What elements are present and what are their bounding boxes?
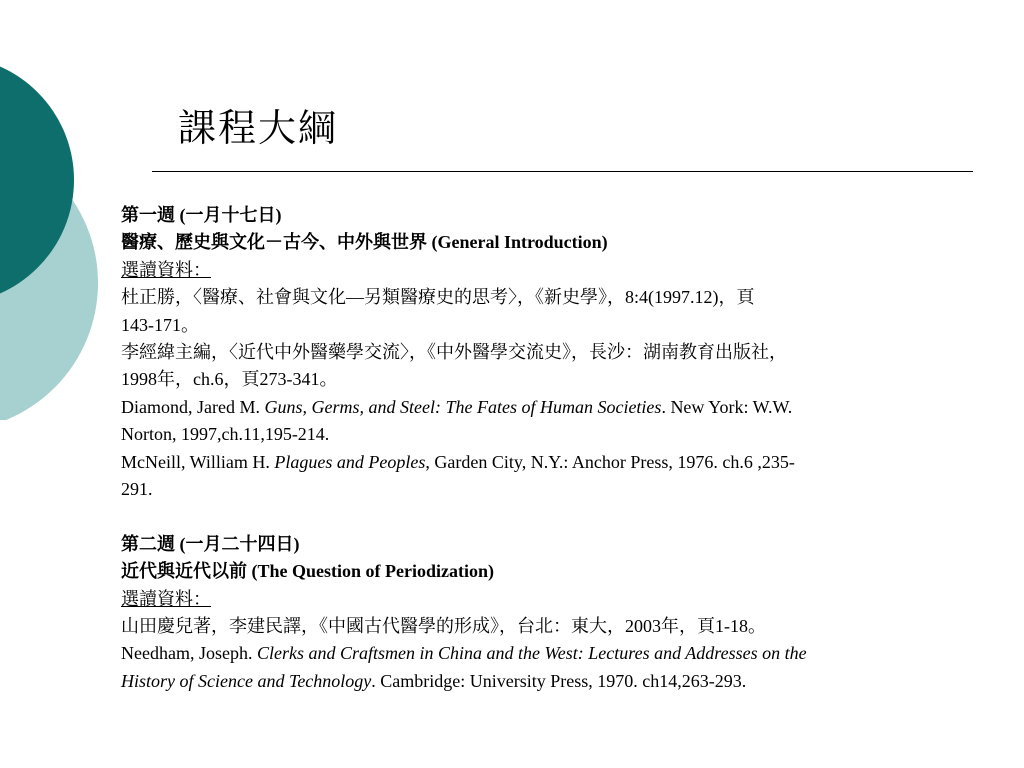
ref-line: 杜正勝，〈醫療、社會與文化—另類醫療史的思考〉，《新史學》，8:4(1997.12)，頁 — [121, 287, 755, 308]
week-2-topic-zh: 近代與近代以前 — [121, 561, 247, 582]
ref-title: Guns, Germs, and Steel: The Fates of Human Societies — [264, 396, 662, 417]
ref-line — [121, 640, 1011, 667]
title-divider — [152, 171, 973, 172]
ref-title: Clerks and Craftsmen in China and the West: Lectures and Addresses on the — [256, 643, 807, 664]
week-1-readings-label — [121, 257, 1011, 284]
ref-line: 李經緯主編，〈近代中外醫藥學交流〉，《中外醫學交流史》，長沙：湖南教育出版社， — [121, 342, 787, 363]
ref-title: History of Science and Technology — [121, 670, 372, 691]
ref-title: Plagues and Peoples — [274, 451, 426, 472]
week-2-ref-1 — [121, 613, 1011, 640]
syllabus-content — [121, 202, 1011, 695]
week-1-ref-2 — [121, 339, 1011, 394]
week-2-topic-en: (The Question of Periodization) — [251, 561, 494, 582]
week-2-heading: 第二週 (一月二十四日) — [121, 533, 300, 554]
week-1-topic-en: (General Introduction) — [431, 232, 608, 253]
ref-author: Needham, Joseph. — [121, 643, 257, 664]
week-1-section — [121, 202, 1011, 503]
readings-label: 選讀資料： — [121, 259, 211, 280]
week-2-section — [121, 531, 1011, 695]
readings-label: 選讀資料： — [121, 588, 211, 609]
ref-publication: . Cambridge: University Press, 1970. ch14,263-293. — [371, 670, 747, 691]
section-spacer — [121, 503, 1011, 530]
week-2-readings-label — [121, 586, 1011, 613]
ref-line: Norton, 1997,ch.11,195-214. — [121, 424, 330, 445]
week-1-ref-4 — [121, 449, 1011, 504]
decorative-circles — [0, 0, 140, 420]
ref-line: 1998年，ch.6，頁273-341。 — [121, 369, 338, 390]
ref-line — [121, 394, 1011, 421]
week-1-ref-3 — [121, 394, 1011, 449]
ref-author: McNeill, William H. — [121, 451, 275, 472]
week-1-topic-zh: 醫療、歷史與文化－古今、中外與世界 — [121, 232, 427, 253]
week-2-ref-2 — [121, 640, 1011, 695]
ref-line: 山田慶兒著，李建民譯，《中國古代醫學的形成》，台北：東大，2003年，頁1-18。 — [121, 616, 766, 637]
ref-author: Diamond, Jared M. — [121, 396, 265, 417]
ref-line: 143-171。 — [121, 314, 199, 335]
ref-line: 291. — [121, 479, 153, 500]
week-1-ref-1 — [121, 284, 1011, 339]
slide-title: 課程大綱 — [178, 106, 339, 150]
ref-publication: , Garden City, N.Y.: Anchor Press, 1976. ch.6 ,235- — [425, 451, 795, 472]
week-1-heading: 第一週 (一月十七日) — [121, 205, 282, 225]
ref-line — [121, 668, 1011, 695]
ref-line — [121, 449, 1011, 476]
ref-publication: . New York: W.W. — [661, 396, 793, 417]
week-2-topic — [121, 558, 1011, 585]
week-1-topic — [121, 229, 1011, 256]
